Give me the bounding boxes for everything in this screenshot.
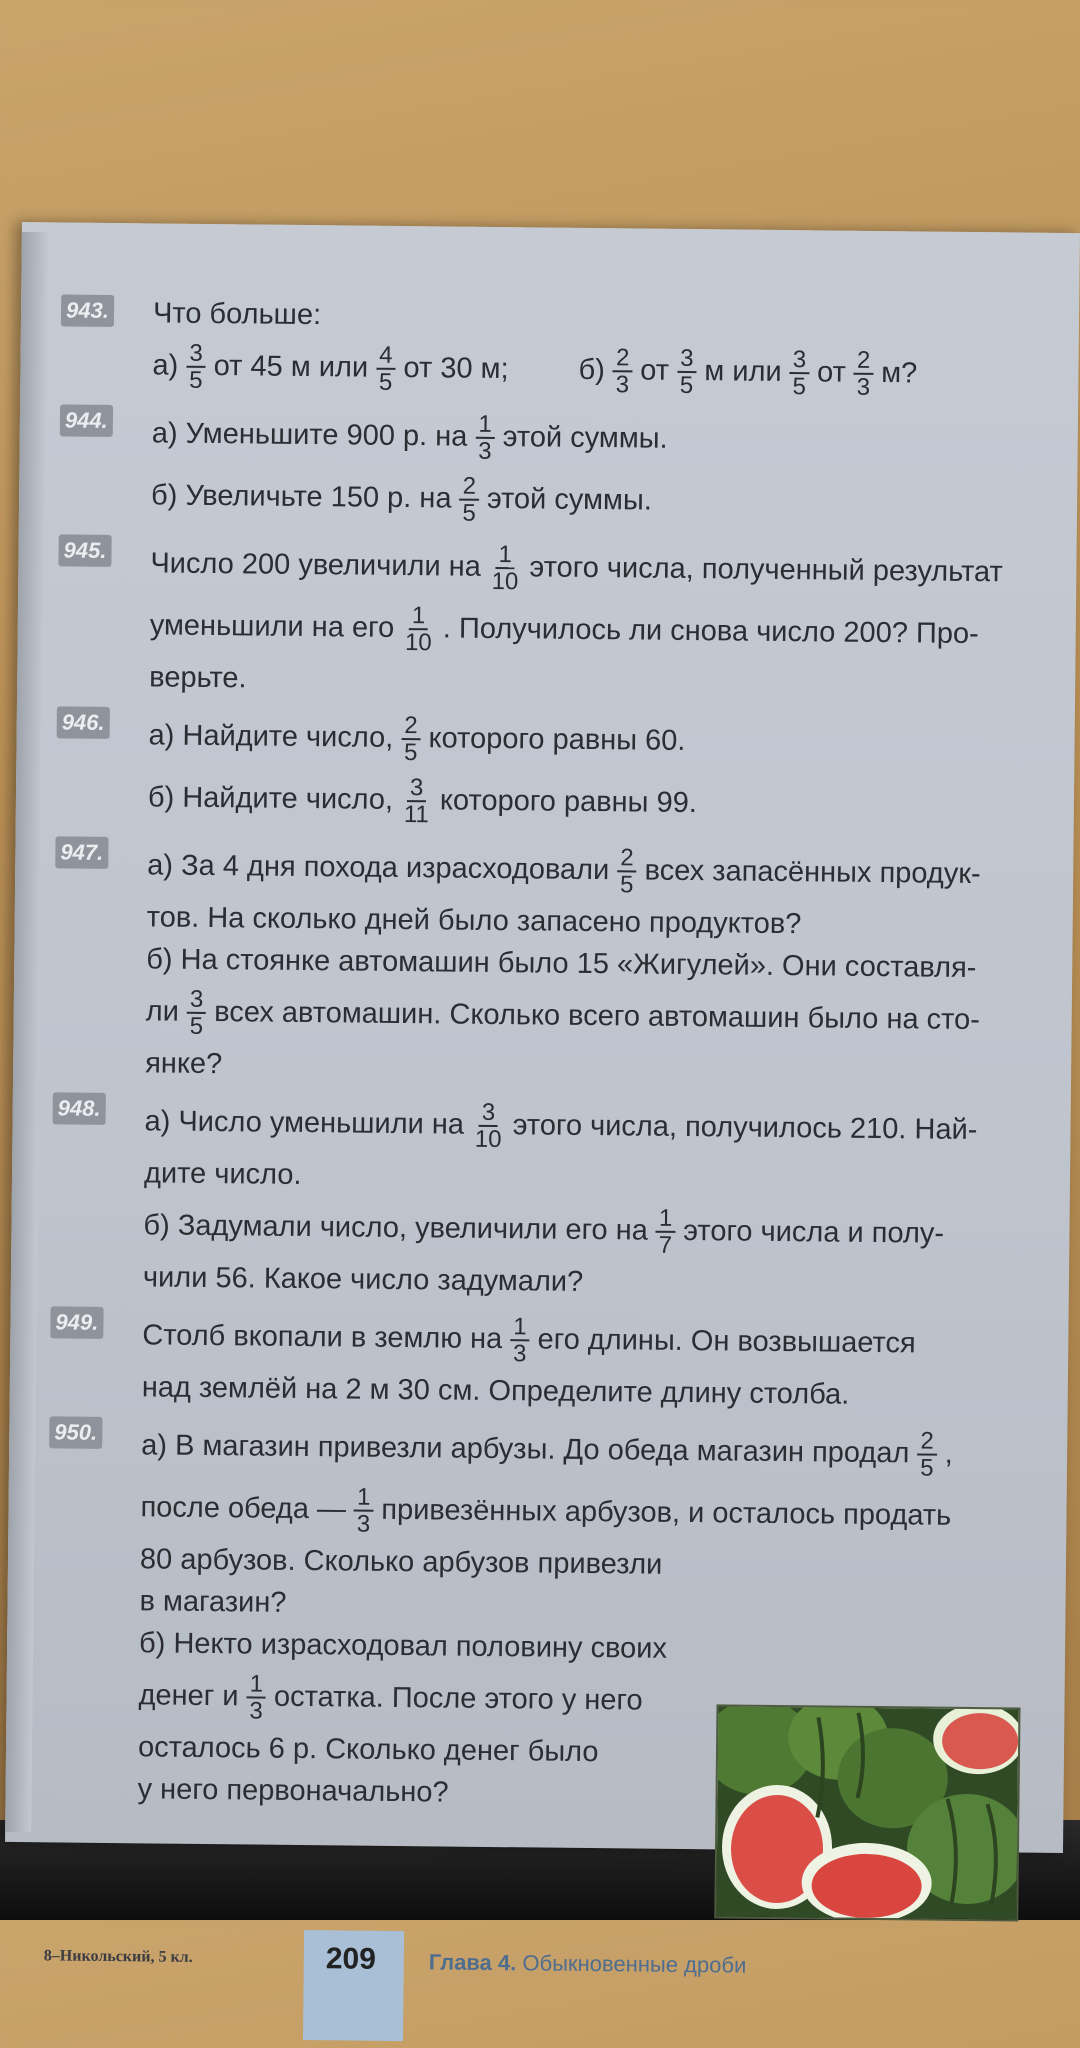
fraction: $\frac{2}{3}$ bbox=[613, 345, 633, 398]
problem-number: 944. bbox=[60, 404, 113, 436]
fraction: $\frac{1}{3}$ bbox=[510, 1314, 530, 1367]
fraction: $\frac{1}{7}$ bbox=[656, 1206, 676, 1259]
fraction: $\frac{3}{10}$ bbox=[474, 1098, 502, 1154]
problem-text: б) Некто израсходовал половину своих bbox=[138, 1627, 668, 1666]
problem-text: после обеда — bbox=[140, 1491, 347, 1526]
fraction: $\frac{2}{5}$ bbox=[917, 1428, 937, 1481]
chapter-name: Обыкновенные дроби bbox=[522, 1950, 747, 1978]
fraction: $\frac{1}{3}$ bbox=[354, 1484, 374, 1537]
problem-text: ли bbox=[145, 995, 180, 1029]
problem-946 bbox=[56, 704, 1037, 838]
problem-text: у него первоначально? bbox=[137, 1773, 449, 1809]
fraction: $\frac{1}{3}$ bbox=[475, 412, 495, 465]
problem-text: от 45 м или bbox=[213, 350, 369, 385]
fraction: $\frac{1}{10}$ bbox=[491, 540, 519, 596]
problem-943 bbox=[60, 292, 1041, 406]
problem-text: от bbox=[816, 356, 847, 390]
problem-text: в магазин? bbox=[139, 1585, 287, 1620]
problem-text: которого равны 60. bbox=[428, 722, 686, 758]
problem-text: чили 56. Какое число задумали? bbox=[142, 1261, 584, 1299]
fraction: $\frac{3}{5}$ bbox=[187, 987, 207, 1040]
problem-text: а) Найдите число, bbox=[148, 719, 394, 755]
problem-text: б) Увеличьте 150 р. на bbox=[150, 479, 452, 515]
problem-text: этой суммы. bbox=[502, 421, 668, 456]
problem-text: , bbox=[944, 1438, 953, 1471]
problem-number: 945. bbox=[58, 534, 111, 566]
problem-number: 950. bbox=[49, 1416, 102, 1448]
problem-text: б) Задумали число, увеличили его на bbox=[143, 1209, 648, 1248]
fraction: $\frac{2}{5}$ bbox=[401, 713, 421, 766]
textbook-page bbox=[5, 222, 1080, 1978]
problem-text: 80 арбузов. Сколько арбузов привезли bbox=[139, 1543, 663, 1582]
problem-number: 949. bbox=[50, 1306, 103, 1338]
fraction: $\frac{1}{10}$ bbox=[404, 601, 432, 657]
fraction: $\frac{3}{5}$ bbox=[789, 347, 809, 400]
problem-text: дите число. bbox=[143, 1157, 302, 1192]
part-label: б) bbox=[578, 354, 606, 387]
problem-text: уменьшили на его bbox=[149, 609, 395, 645]
problem-text: а) В магазин привезли арбузы. До обеда магазин продал bbox=[141, 1429, 910, 1470]
fraction: $\frac{2}{3}$ bbox=[854, 348, 874, 401]
chapter-label: Глава 4. bbox=[428, 1949, 517, 1976]
problem-text: от bbox=[640, 354, 670, 388]
problem-text: янке? bbox=[145, 1047, 223, 1081]
problem-text: м или bbox=[704, 355, 782, 389]
problem-949 bbox=[50, 1304, 1031, 1418]
problem-text: м? bbox=[881, 357, 918, 390]
problem-number: 943. bbox=[61, 294, 114, 326]
problem-text: а) Уменьшите 900 р. на bbox=[151, 417, 468, 454]
problem-number: 947. bbox=[55, 836, 108, 868]
problem-text: б) На стоянке автомашин было 15 «Жигулей». Они составля- bbox=[146, 943, 977, 985]
problem-text: привезённых арбузов, и осталось продать bbox=[381, 1494, 952, 1533]
problem-title: Что больше: bbox=[152, 297, 322, 332]
fraction: $\frac{3}{5}$ bbox=[677, 346, 697, 399]
problem-text: его длины. Он возвышается bbox=[537, 1323, 916, 1360]
problem-text: осталось 6 р. Сколько денег было bbox=[137, 1731, 599, 1769]
problem-text: которого равны 99. bbox=[439, 784, 698, 820]
problem-944 bbox=[59, 402, 1040, 536]
problem-text: этой суммы. bbox=[486, 483, 653, 518]
print-signature: 8–Никольский, 5 кл. bbox=[43, 1947, 193, 1966]
problems-list bbox=[45, 292, 1041, 1826]
problem-text: . Получилось ли снова число 200? Про- bbox=[442, 612, 979, 651]
chapter-title bbox=[429, 1949, 747, 1978]
problem-945 bbox=[57, 532, 1039, 708]
fraction: $\frac{2}{5}$ bbox=[459, 473, 479, 526]
problem-text: а) Число уменьшили на bbox=[144, 1105, 465, 1142]
fraction: $\frac{4}{5}$ bbox=[376, 343, 396, 396]
problem-text: тов. На сколько дней было запасено продуктов? bbox=[146, 901, 802, 941]
problem-text: остатка. После этого у него bbox=[273, 1681, 643, 1718]
problem-text: этого числа, получилось 210. Най- bbox=[512, 1109, 978, 1147]
problem-text: всех запасённых продук- bbox=[644, 854, 981, 891]
problem-text: от 30 м; bbox=[403, 352, 509, 386]
watermelon-illustration bbox=[714, 1704, 1020, 1921]
fraction: $\frac{2}{5}$ bbox=[617, 845, 637, 898]
fraction: $\frac{3}{11}$ bbox=[403, 773, 429, 829]
problem-number: 946. bbox=[57, 706, 110, 738]
fraction: $\frac{1}{3}$ bbox=[246, 1671, 266, 1724]
problem-text: Столб вкопали в землю на bbox=[142, 1319, 503, 1356]
part-label: а) bbox=[152, 349, 179, 383]
problem-text: б) Найдите число, bbox=[147, 781, 394, 817]
page-edge bbox=[5, 232, 48, 1832]
problem-text: Число 200 увеличили на bbox=[150, 547, 481, 584]
problem-947 bbox=[53, 834, 1036, 1094]
problem-text: денег и bbox=[138, 1679, 239, 1713]
problem-text: этого числа, полученный результат bbox=[529, 551, 1003, 589]
problem-text: этого числа и полу- bbox=[683, 1215, 945, 1251]
problem-text: над землёй на 2 м 30 см. Определите длину столба. bbox=[141, 1371, 850, 1412]
fraction: $\frac{3}{5}$ bbox=[186, 341, 206, 394]
problem-948 bbox=[51, 1090, 1033, 1308]
problem-text: всех автомашин. Сколько всего автомашин было на сто- bbox=[214, 996, 981, 1037]
problem-text: а) За 4 дня похода израсходовали bbox=[147, 849, 610, 887]
page-number: 209 bbox=[325, 1942, 377, 1976]
problem-number: 948. bbox=[53, 1092, 106, 1124]
problem-text: верьте. bbox=[149, 661, 247, 695]
